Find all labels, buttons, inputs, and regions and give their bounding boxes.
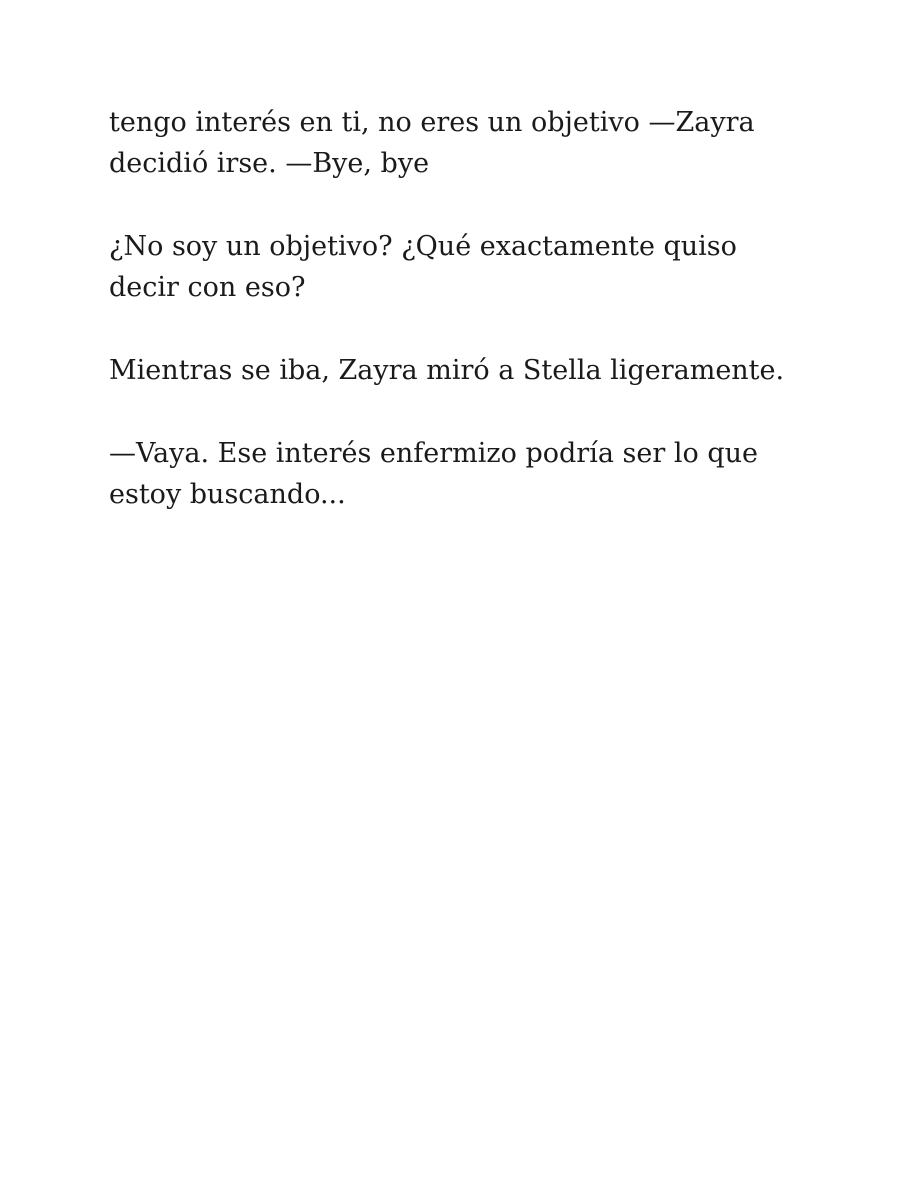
text-line: decidió irse. —Bye, bye [109, 148, 430, 179]
text-line: estoy buscando... [109, 479, 346, 510]
paragraph [109, 433, 809, 515]
text-line: decir con eso? [109, 272, 306, 303]
paragraph [109, 350, 809, 391]
paragraph [109, 226, 809, 308]
paragraph [109, 102, 809, 184]
text-line: —Vaya. Ese interés enfermizo podría ser lo que [109, 438, 758, 469]
document-body [109, 102, 809, 557]
text-line: tengo interés en ti, no eres un objetivo —Zayra [109, 107, 755, 138]
text-line: Mientras se iba, Zayra miró a Stella ligeramente. [109, 355, 785, 386]
text-line: ¿No soy un objetivo? ¿Qué exactamente quiso [109, 231, 737, 262]
